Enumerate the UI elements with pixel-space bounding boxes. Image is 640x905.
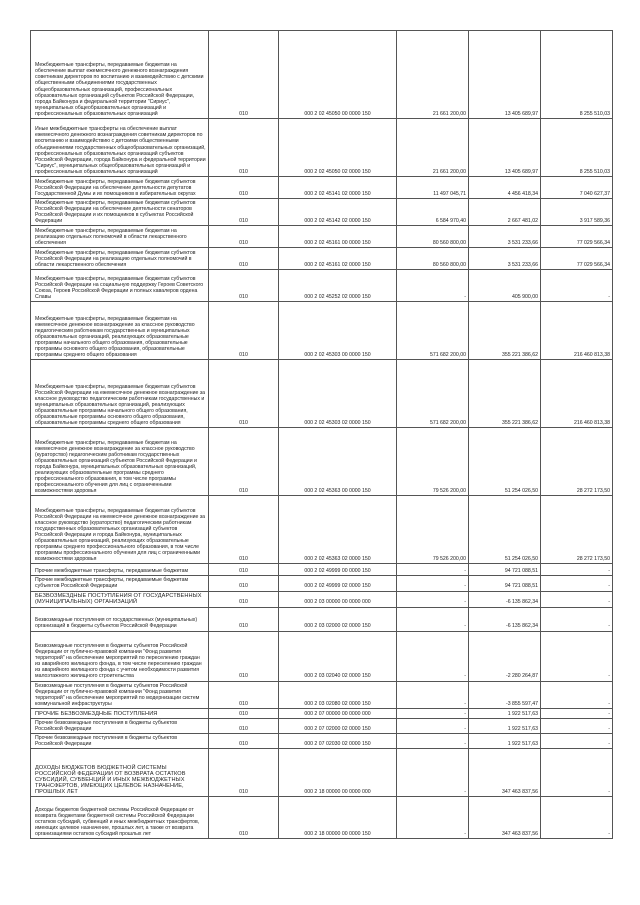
- row-approved: -: [397, 591, 469, 607]
- table-row: [31, 119, 613, 177]
- row-kbk: 000 2 07 00000 00 0000 000: [279, 708, 397, 718]
- row-kbk: 000 2 02 45303 02 0000 150: [279, 360, 397, 428]
- row-executed: 355 221 386,62: [469, 360, 541, 428]
- row-executed: 355 221 386,62: [469, 302, 541, 360]
- table-row: [31, 631, 613, 681]
- row-kbk: 000 2 02 45161 00 0000 150: [279, 226, 397, 248]
- row-kbk: 000 2 02 45252 02 0000 150: [279, 270, 397, 302]
- row-executed: 13 405 689,97: [469, 31, 541, 119]
- row-unexecuted: -: [541, 591, 613, 607]
- row-approved: -: [397, 270, 469, 302]
- row-kbk: 000 2 03 02000 02 0000 150: [279, 607, 397, 631]
- row-executed: 94 721 088,51: [469, 564, 541, 576]
- row-approved: -: [397, 631, 469, 681]
- table-row: [31, 302, 613, 360]
- row-name: Межбюджетные трансферты, передаваемые бюджетам субъектов Российской Федерации на ежемесячное денежное вознаграждение за классное руководство педагогическим работникам государственных и муниципальных образовательных организаций, реализующих образовательные программы начального общего образования, образовательные программы основного общего образования, образовательные программы среднего общего образования: [31, 360, 209, 428]
- row-kbk: 000 2 07 02030 02 0000 150: [279, 734, 397, 749]
- row-kbk: 000 2 02 45050 02 0000 150: [279, 119, 397, 177]
- table-row: [31, 177, 613, 199]
- row-name: Межбюджетные трансферты, передаваемые бюджетам субъектов Российской Федерации на реализацию отдельных полномочий в области лекарственного обеспечения: [31, 248, 209, 270]
- table-row: [31, 734, 613, 749]
- row-code: 010: [209, 302, 279, 360]
- row-approved: 571 682 200,00: [397, 302, 469, 360]
- row-name: БЕЗВОЗМЕЗДНЫЕ ПОСТУПЛЕНИЯ ОТ ГОСУДАРСТВЕННЫХ (МУНИЦИПАЛЬНЫХ) ОРГАНИЗАЦИЙ: [31, 591, 209, 607]
- row-name: Межбюджетные трансферты, передаваемые бюджетам на реализацию отдельных полномочий в области лекарственного обеспечения: [31, 226, 209, 248]
- row-code: 010: [209, 631, 279, 681]
- row-kbk: 000 2 02 49999 02 0000 150: [279, 576, 397, 591]
- row-kbk: 000 2 02 45050 00 0000 150: [279, 31, 397, 119]
- row-approved: 11 497 045,71: [397, 177, 469, 199]
- row-approved: -: [397, 749, 469, 797]
- table-row: [31, 199, 613, 226]
- row-unexecuted: -: [541, 749, 613, 797]
- row-code: 010: [209, 607, 279, 631]
- row-executed: 2 667 481,02: [469, 199, 541, 226]
- row-approved: -: [397, 607, 469, 631]
- table-row: [31, 360, 613, 428]
- row-approved: -: [397, 734, 469, 749]
- row-executed: 3 531 233,66: [469, 248, 541, 270]
- table-row: [31, 31, 613, 119]
- row-unexecuted: -: [541, 797, 613, 839]
- row-code: 010: [209, 496, 279, 564]
- row-code: 010: [209, 31, 279, 119]
- table-body: [31, 31, 613, 839]
- row-approved: 571 682 200,00: [397, 360, 469, 428]
- row-approved: 79 526 200,00: [397, 496, 469, 564]
- row-executed: 51 254 026,50: [469, 496, 541, 564]
- row-name: Межбюджетные трансферты, передаваемые бюджетам субъектов Российской Федерации на обеспечение деятельности депутатов Государственной Думы и их помощников в избирательных округах: [31, 177, 209, 199]
- table-row: [31, 797, 613, 839]
- row-executed: 3 531 233,66: [469, 226, 541, 248]
- row-approved: 21 661 200,00: [397, 31, 469, 119]
- row-name: ПРОЧИЕ БЕЗВОЗМЕЗДНЫЕ ПОСТУПЛЕНИЯ: [31, 708, 209, 718]
- row-name: Межбюджетные трансферты, передаваемые бюджетам субъектов Российской Федерации на ежемесячное денежное вознаграждение за классное руководство (кураторство) педагогическим работникам государственных образовательных организаций субъектов Российской Федерации и города Байконура, муниципальных образовательных организаций, реализующих образовательные программы среднего профессионального образования, в том числе программы профессионального обучения для лиц с ограниченными возможностями здоровья: [31, 496, 209, 564]
- row-unexecuted: 28 272 173,50: [541, 496, 613, 564]
- row-approved: 80 560 800,00: [397, 226, 469, 248]
- row-name: Межбюджетные трансферты, передаваемые бюджетам на ежемесячное денежное вознаграждение за классное руководство педагогическим работникам государственных и муниципальных образовательных организаций, реализующих образовательные программы начального общего образования, образовательные программы основного общего образования, образовательные программы среднего общего образования: [31, 302, 209, 360]
- row-unexecuted: -: [541, 607, 613, 631]
- row-name: Безвозмездные поступления в бюджеты субъектов Российской Федерации от публично-правовой компании "Фонд развития территорий" на обеспечение мероприятий по переселению граждан из аварийного жилищного фонда, в том числе переселению граждан из аварийного жилищного фонда с учетом необходимости развития малоэтажного жилищного строительства: [31, 631, 209, 681]
- row-unexecuted: 77 029 566,34: [541, 248, 613, 270]
- row-name: Прочие межбюджетные трансферты, передаваемые бюджетам: [31, 564, 209, 576]
- row-executed: 1 922 517,63: [469, 708, 541, 718]
- row-executed: 13 405 689,97: [469, 119, 541, 177]
- table-row: [31, 708, 613, 718]
- table-row: [31, 607, 613, 631]
- row-approved: -: [397, 681, 469, 708]
- row-name: Прочие безвозмездные поступления в бюджеты субъектов Российской Федерации: [31, 718, 209, 733]
- row-kbk: 000 2 03 00000 00 0000 000: [279, 591, 397, 607]
- row-code: 010: [209, 428, 279, 496]
- row-code: 010: [209, 797, 279, 839]
- row-unexecuted: -: [541, 631, 613, 681]
- row-approved: -: [397, 576, 469, 591]
- row-unexecuted: 216 460 813,38: [541, 360, 613, 428]
- row-code: 010: [209, 564, 279, 576]
- row-unexecuted: -: [541, 576, 613, 591]
- row-code: 010: [209, 360, 279, 428]
- row-kbk: 000 2 02 45303 00 0000 150: [279, 302, 397, 360]
- row-kbk: 000 2 18 00000 00 0000 000: [279, 749, 397, 797]
- row-code: 010: [209, 718, 279, 733]
- row-kbk: 000 2 02 45363 02 0000 150: [279, 496, 397, 564]
- row-name: Прочие безвозмездные поступления в бюджеты субъектов Российской Федерации: [31, 734, 209, 749]
- row-name: Межбюджетные трансферты, передаваемые бюджетам на ежемесячное денежное вознаграждение за классное руководство (кураторство) педагогическим работникам государственных образовательных организаций субъектов Российской Федерации и города Байконура, муниципальных образовательных организаций, реализующих образовательные программы среднего профессионального образования, в том числе программы профессионального обучения для лиц с ограниченными возможностями здоровья: [31, 428, 209, 496]
- row-name: Межбюджетные трансферты, передаваемые бюджетам субъектов Российской Федерации на обеспечение деятельности сенаторов Российской Федерации и их помощников в субъектах Российской Федерации: [31, 199, 209, 226]
- table-row: [31, 248, 613, 270]
- row-code: 010: [209, 591, 279, 607]
- table-row: [31, 270, 613, 302]
- row-name: Безвозмездные поступления в бюджеты субъектов Российской Федерации от публично-правовой компании "Фонд развития территорий" на обеспечение мероприятий по модернизации систем коммунальной инфраструктуры: [31, 681, 209, 708]
- row-unexecuted: 216 460 813,38: [541, 302, 613, 360]
- row-executed: -6 135 862,34: [469, 591, 541, 607]
- row-kbk: 000 2 18 00000 00 0000 150: [279, 797, 397, 839]
- row-approved: -: [397, 718, 469, 733]
- row-code: 010: [209, 576, 279, 591]
- row-unexecuted: -: [541, 734, 613, 749]
- row-unexecuted: 28 272 173,50: [541, 428, 613, 496]
- row-approved: 21 661 200,00: [397, 119, 469, 177]
- row-code: 010: [209, 248, 279, 270]
- row-unexecuted: 8 255 510,03: [541, 119, 613, 177]
- table-row: [31, 226, 613, 248]
- row-approved: 79 526 200,00: [397, 428, 469, 496]
- row-name: Иные межбюджетные трансферты на обеспечение выплат ежемесячного денежного вознаграждения советникам директоров по воспитанию и взаимодействию с детскими общественными объединениями государственных общеобразовательных организаций, профессиональных образовательных организаций субъектов Российской Федерации, города Байконура и федеральной территории "Сириус", муниципальных общеобразовательных организаций и профессиональных образовательных организаций: [31, 119, 209, 177]
- row-name: ДОХОДЫ БЮДЖЕТОВ БЮДЖЕТНОЙ СИСТЕМЫ РОССИЙСКОЙ ФЕДЕРАЦИИ ОТ ВОЗВРАТА ОСТАТКОВ СУБСИДИЙ, СУБВЕНЦИЙ И ИНЫХ МЕЖБЮДЖЕТНЫХ ТРАНСФЕРТОВ, ИМЕЮЩИХ ЦЕЛЕВОЕ НАЗНАЧЕНИЕ, ПРОШЛЫХ ЛЕТ: [31, 749, 209, 797]
- table-row: [31, 718, 613, 733]
- row-name: Межбюджетные трансферты, передаваемые бюджетам на обеспечение выплат ежемесячного денежного вознаграждения советникам директоров по воспитанию и взаимодействию с детскими общественными объединениями государственных общеобразовательных организаций, профессиональных образовательных организаций субъектов Российской Федерации, города Байконура и федеральной территории "Сириус", муниципальных общеобразовательных организаций и профессиональных образовательных организаций: [31, 31, 209, 119]
- table-row: [31, 576, 613, 591]
- table-row: [31, 496, 613, 564]
- row-code: 010: [209, 749, 279, 797]
- row-executed: 4 456 418,34: [469, 177, 541, 199]
- income-table: [30, 30, 613, 839]
- row-unexecuted: -: [541, 681, 613, 708]
- row-unexecuted: 77 029 566,34: [541, 226, 613, 248]
- row-approved: -: [397, 797, 469, 839]
- row-unexecuted: 8 255 510,03: [541, 31, 613, 119]
- row-executed: 1 922 517,63: [469, 718, 541, 733]
- row-unexecuted: -: [541, 564, 613, 576]
- row-executed: -6 135 862,34: [469, 607, 541, 631]
- row-executed: 1 922 517,63: [469, 734, 541, 749]
- row-kbk: 000 2 02 45142 02 0000 150: [279, 199, 397, 226]
- row-code: 010: [209, 734, 279, 749]
- row-code: 010: [209, 177, 279, 199]
- row-kbk: 000 2 02 49999 00 0000 150: [279, 564, 397, 576]
- row-executed: 51 254 026,50: [469, 428, 541, 496]
- row-name: Межбюджетные трансферты, передаваемые бюджетам субъектов Российской Федерации на социальную поддержку Героев Советского Союза, Героев Российской Федерации и полных кавалеров ордена Славы: [31, 270, 209, 302]
- row-code: 010: [209, 119, 279, 177]
- row-executed: -2 280 264,87: [469, 631, 541, 681]
- row-code: 010: [209, 226, 279, 248]
- row-approved: -: [397, 564, 469, 576]
- table-row: [31, 681, 613, 708]
- row-executed: -3 855 597,47: [469, 681, 541, 708]
- row-kbk: 000 2 03 02080 02 0000 150: [279, 681, 397, 708]
- row-unexecuted: 7 040 627,37: [541, 177, 613, 199]
- table-row: [31, 428, 613, 496]
- report-sheet: [30, 30, 612, 839]
- row-executed: 347 463 837,56: [469, 749, 541, 797]
- row-code: 010: [209, 199, 279, 226]
- row-approved: 80 560 800,00: [397, 248, 469, 270]
- row-kbk: 000 2 03 02040 02 0000 150: [279, 631, 397, 681]
- table-row: [31, 749, 613, 797]
- row-code: 010: [209, 681, 279, 708]
- row-executed: 405 900,00: [469, 270, 541, 302]
- row-kbk: 000 2 07 02000 02 0000 150: [279, 718, 397, 733]
- row-name: Прочие межбюджетные трансферты, передаваемые бюджетам субъектов Российской Федерации: [31, 576, 209, 591]
- row-name: Безвозмездные поступления от государственных (муниципальных) организаций в бюджеты субъектов Российской Федерации: [31, 607, 209, 631]
- row-approved: 6 584 970,40: [397, 199, 469, 226]
- row-unexecuted: -: [541, 718, 613, 733]
- row-unexecuted: 3 917 589,36: [541, 199, 613, 226]
- row-code: 010: [209, 270, 279, 302]
- row-executed: 347 463 837,56: [469, 797, 541, 839]
- row-name: Доходы бюджетов бюджетной системы Российской Федерации от возврата бюджетами бюджетной системы Российской Федерации остатков субсидий, субвенций и иных межбюджетных трансфертов, имеющих целевое назначение, прошлых лет, а также от возврата организациями остатков субсидий прошлых лет: [31, 797, 209, 839]
- row-kbk: 000 2 02 45161 02 0000 150: [279, 248, 397, 270]
- row-unexecuted: -: [541, 270, 613, 302]
- row-approved: -: [397, 708, 469, 718]
- row-kbk: 000 2 02 45141 02 0000 150: [279, 177, 397, 199]
- row-code: 010: [209, 708, 279, 718]
- table-row: [31, 564, 613, 576]
- table-row: [31, 591, 613, 607]
- row-executed: 94 721 088,51: [469, 576, 541, 591]
- row-unexecuted: -: [541, 708, 613, 718]
- row-kbk: 000 2 02 45363 00 0000 150: [279, 428, 397, 496]
